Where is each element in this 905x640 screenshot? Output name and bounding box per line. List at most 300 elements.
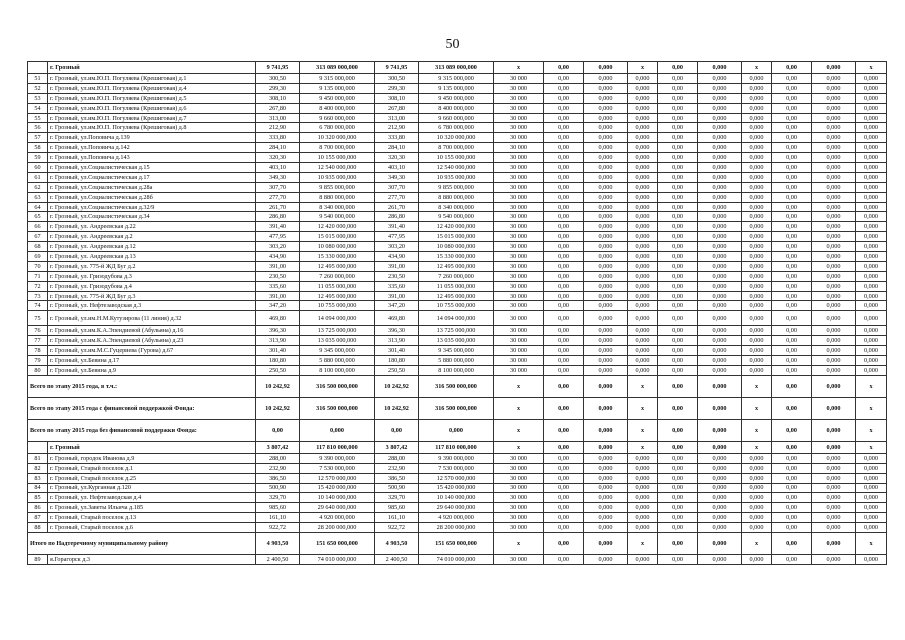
table-cell: 0,000	[742, 143, 772, 153]
table-cell: 9 741,95	[256, 62, 300, 74]
table-cell: 0,00	[544, 83, 584, 93]
table-cell: 0,000	[698, 93, 742, 103]
table-cell: x	[856, 397, 887, 419]
table-cell: 0,00	[658, 83, 698, 93]
table-cell: 0,000	[698, 375, 742, 397]
table-row	[28, 311, 887, 326]
table-cell: 301,40	[375, 346, 419, 356]
table-cell: 89	[28, 554, 48, 564]
table-cell: 76	[28, 326, 48, 336]
table-cell: 0,000	[856, 523, 887, 533]
table-cell: 0,00	[772, 74, 812, 84]
table-cell: 0,00	[544, 103, 584, 113]
table-cell: 0,00	[658, 326, 698, 336]
table-cell: 0,000	[584, 513, 628, 523]
table-cell: г. Грозный, Старый поселок д.1	[48, 463, 256, 473]
table-cell: 74	[28, 301, 48, 311]
table-row	[28, 163, 887, 173]
table-cell: 9 135 000,000	[300, 83, 375, 93]
table-cell: 0,00	[658, 346, 698, 356]
table-cell: 3 807,42	[256, 441, 300, 453]
table-cell: 316 500 000,000	[419, 397, 494, 419]
table-cell: 277,70	[375, 192, 419, 202]
table-cell: 349,30	[375, 172, 419, 182]
table-cell: 0,00	[658, 182, 698, 192]
table-cell: 10 935 000,000	[419, 172, 494, 182]
table-cell: г. Грозный, ул.им.Ю.П. Погуляева (Крешиговая) д.1	[48, 74, 256, 84]
table-cell: 180,80	[375, 356, 419, 366]
table-cell: 0,00	[544, 291, 584, 301]
table-cell: 0,000	[856, 83, 887, 93]
table-cell: 316 500 000,000	[300, 375, 375, 397]
table-cell: 0,00	[772, 222, 812, 232]
table-cell: г. Грозный, ул.Социалистическая д.32/9	[48, 202, 256, 212]
table-cell: 0,000	[742, 83, 772, 93]
table-cell: 0,000	[698, 503, 742, 513]
table-cell: 0,000	[584, 83, 628, 93]
table-cell: г. Грозный, ул.Социалистическая д.15	[48, 163, 256, 173]
table-cell: 0,00	[772, 83, 812, 93]
table-cell: 0,000	[856, 346, 887, 356]
table-cell: 0,000	[584, 397, 628, 419]
table-cell: 0,000	[628, 281, 658, 291]
table-cell: 7 530 000,000	[419, 463, 494, 473]
table-cell: 0,000	[584, 473, 628, 483]
table-cell: Всего по этапу 2015 года, в т.ч.:	[28, 375, 256, 397]
table-cell: г. Грозный, ул.Заветы Ильича д.185	[48, 503, 256, 513]
table-cell: 12 495 000,000	[419, 291, 494, 301]
table-cell: 10 140 000,000	[419, 493, 494, 503]
table-cell: 0,00	[658, 212, 698, 222]
table-cell: 320,30	[375, 153, 419, 163]
table-cell: 0,000	[856, 513, 887, 523]
table-cell: 61	[28, 172, 48, 182]
table-cell: 0,00	[772, 326, 812, 336]
table-cell: 88	[28, 523, 48, 533]
table-cell: 0,00	[544, 375, 584, 397]
table-cell: 0,000	[698, 143, 742, 153]
table-row	[28, 483, 887, 493]
table-cell: 434,90	[375, 252, 419, 262]
table-cell: 335,60	[256, 281, 300, 291]
table-row	[28, 301, 887, 311]
table-cell: 284,10	[256, 143, 300, 153]
table-cell: 0,000	[584, 271, 628, 281]
section-row	[28, 62, 887, 74]
table-cell: 0,00	[544, 326, 584, 336]
table-cell: 0,00	[658, 281, 698, 291]
table-cell: 0,00	[544, 271, 584, 281]
table-row	[28, 252, 887, 262]
table-cell: 54	[28, 103, 48, 113]
table-cell: 0,00	[544, 554, 584, 564]
table-cell: 0,000	[584, 103, 628, 113]
table-cell: 0,00	[544, 397, 584, 419]
table-cell: 86	[28, 503, 48, 513]
table-cell: 0,000	[698, 356, 742, 366]
table-cell: 0,000	[742, 232, 772, 242]
table-cell: 30 000	[494, 163, 544, 173]
table-cell: x	[494, 397, 544, 419]
table-cell: 0,000	[698, 301, 742, 311]
table-cell: 985,60	[375, 503, 419, 513]
table-cell: 0,000	[856, 503, 887, 513]
table-cell: 0,00	[544, 483, 584, 493]
table-cell: 0,00	[658, 397, 698, 419]
table-cell: 0,000	[812, 202, 856, 212]
table-cell: 0,00	[658, 463, 698, 473]
table-cell: 0,00	[772, 291, 812, 301]
table-cell: 0,00	[658, 242, 698, 252]
total-row	[28, 397, 887, 419]
table-cell: 4 920 000,000	[419, 513, 494, 523]
table-cell: 0,000	[742, 133, 772, 143]
table-cell: 286,80	[256, 212, 300, 222]
table-cell: 0,00	[544, 523, 584, 533]
table-cell: 151 650 000,000	[300, 532, 375, 554]
table-cell: 58	[28, 143, 48, 153]
table-cell: 0,000	[812, 103, 856, 113]
table-cell: 0,000	[584, 93, 628, 103]
table-cell: 0,00	[658, 532, 698, 554]
table-cell: 396,30	[375, 326, 419, 336]
table-row	[28, 93, 887, 103]
table-cell: 0,00	[658, 375, 698, 397]
table-cell: 62	[28, 182, 48, 192]
table-cell: 284,10	[375, 143, 419, 153]
table-cell: 0,00	[658, 301, 698, 311]
table-row	[28, 83, 887, 93]
table-cell: 30 000	[494, 232, 544, 242]
table-cell: г. Грозный, ул. Андреевская д.13	[48, 252, 256, 262]
table-cell: 391,00	[256, 261, 300, 271]
table-cell: 349,30	[256, 172, 300, 182]
table-cell: г. Грозный, ул.Поповича д.139	[48, 133, 256, 143]
table-cell: г. Грозный, ул.Поповича д.143	[48, 153, 256, 163]
table-cell: 0,000	[856, 232, 887, 242]
table-cell: 57	[28, 133, 48, 143]
table-cell: 0,000	[584, 483, 628, 493]
table-cell: 0,00	[544, 212, 584, 222]
table-row	[28, 153, 887, 163]
table-row	[28, 133, 887, 143]
table-cell: г. Грозный, Старый поселок д.13	[48, 513, 256, 523]
table-cell: 0,00	[544, 192, 584, 202]
table-cell: 0,00	[658, 365, 698, 375]
table-cell: 308,10	[256, 93, 300, 103]
table-cell: 288,00	[256, 453, 300, 463]
table-cell: 0,00	[375, 419, 419, 441]
table-cell: 0,000	[742, 172, 772, 182]
table-cell: 30 000	[494, 271, 544, 281]
table-cell: 0,000	[628, 271, 658, 281]
table-cell: 0,00	[772, 473, 812, 483]
table-cell: 0,00	[544, 532, 584, 554]
table-cell: 0,000	[812, 261, 856, 271]
table-cell: 0,000	[856, 113, 887, 123]
table-cell: 0,000	[698, 113, 742, 123]
table-row	[28, 271, 887, 281]
table-cell: 922,72	[375, 523, 419, 533]
section-row	[28, 441, 887, 453]
table-row	[28, 232, 887, 242]
table-cell: 0,000	[698, 493, 742, 503]
table-cell: г. Грозный, ул.Социалистическая д.17	[48, 172, 256, 182]
table-cell: Всего по этапу 2015 года без финансовой поддержки Фонда:	[28, 419, 256, 441]
table-cell: 0,000	[628, 291, 658, 301]
table-cell: 30 000	[494, 222, 544, 232]
table-cell: 0,000	[628, 261, 658, 271]
table-cell: 0,000	[698, 242, 742, 252]
table-cell: 9 741,95	[375, 62, 419, 74]
table-cell: 0,000	[742, 365, 772, 375]
table-cell: 0,000	[742, 202, 772, 212]
table-cell: 6 780 000,000	[300, 123, 375, 133]
table-cell: 66	[28, 222, 48, 232]
table-cell: 0,000	[628, 133, 658, 143]
table-cell: 9 450 000,000	[419, 93, 494, 103]
table-cell: 0,000	[584, 301, 628, 311]
table-row	[28, 473, 887, 483]
table-cell: 9 855 000,000	[419, 182, 494, 192]
table-cell: 0,000	[628, 365, 658, 375]
table-row	[28, 346, 887, 356]
table-cell: 250,50	[375, 365, 419, 375]
table-cell: 151 650 000,000	[419, 532, 494, 554]
table-cell: 0,00	[772, 397, 812, 419]
table-cell: г. Грозный, ул.им.Н.М.Кутузирова (11 линия) д.32	[48, 311, 256, 326]
table-cell: 307,70	[375, 182, 419, 192]
table-cell: г. Грозный, ул.Поповича д.142	[48, 143, 256, 153]
table-cell: 0,000	[812, 463, 856, 473]
table-cell: 0,000	[812, 326, 856, 336]
table-cell: 75	[28, 311, 48, 326]
table-cell: 0,000	[628, 483, 658, 493]
table-cell: 9 315 000,000	[419, 74, 494, 84]
table-cell: 0,000	[812, 493, 856, 503]
table-cell: 469,80	[256, 311, 300, 326]
table-cell: 0,00	[658, 74, 698, 84]
table-cell: x	[494, 62, 544, 74]
table-cell: 0,00	[658, 311, 698, 326]
table-cell: 0,000	[698, 463, 742, 473]
table-cell: 65	[28, 212, 48, 222]
table-cell: 4 903,50	[375, 532, 419, 554]
table-cell: 0,000	[584, 463, 628, 473]
table-cell: 10 155 000,000	[300, 153, 375, 163]
table-cell: 0,00	[772, 113, 812, 123]
table-cell: 0,000	[856, 261, 887, 271]
table-cell: 333,80	[256, 133, 300, 143]
table-cell: 10 755 000,000	[419, 301, 494, 311]
table-cell: 0,000	[856, 133, 887, 143]
table-cell: 232,90	[256, 463, 300, 473]
table-cell: 0,00	[658, 153, 698, 163]
table-cell: 13 035 000,000	[300, 336, 375, 346]
table-cell: 0,00	[658, 523, 698, 533]
table-cell: г. Грозный, Старый поселок д.6	[48, 523, 256, 533]
table-cell: 0,000	[698, 202, 742, 212]
table-cell: 0,000	[584, 311, 628, 326]
table-cell: 63	[28, 192, 48, 202]
table-cell: 0,000	[742, 554, 772, 564]
table-cell: 0,000	[698, 123, 742, 133]
table-cell: 0,000	[628, 463, 658, 473]
table-cell: 12 570 000,000	[419, 473, 494, 483]
table-cell: 0,00	[544, 503, 584, 513]
table-cell: 0,00	[772, 192, 812, 202]
table-cell: 316 500 000,000	[419, 375, 494, 397]
table-cell: 0,00	[772, 356, 812, 366]
table-cell: 0,00	[544, 493, 584, 503]
table-cell: 0,000	[812, 397, 856, 419]
table-cell: 0,000	[584, 143, 628, 153]
table-cell: 0,000	[698, 212, 742, 222]
table-cell: 14 094 000,000	[300, 311, 375, 326]
table-cell: 0,00	[544, 281, 584, 291]
table-cell: г. Грозный, городок Иванова д.9	[48, 453, 256, 463]
table-cell: 391,00	[375, 291, 419, 301]
table-cell: 0,00	[658, 493, 698, 503]
table-cell: 0,00	[544, 441, 584, 453]
table-cell: 15 015 000,000	[300, 232, 375, 242]
table-cell: 0,000	[856, 192, 887, 202]
table-cell: 0,00	[658, 222, 698, 232]
table-cell: 0,000	[812, 232, 856, 242]
table-cell: 30 000	[494, 453, 544, 463]
table-cell: 0,00	[544, 182, 584, 192]
table-cell: 0,000	[812, 153, 856, 163]
table-cell: 0,000	[812, 172, 856, 182]
table-cell: 0,000	[584, 163, 628, 173]
table-cell: 0,000	[812, 192, 856, 202]
table-cell: 0,000	[698, 232, 742, 242]
table-cell: 0,000	[856, 123, 887, 133]
table-cell: 30 000	[494, 291, 544, 301]
table-cell: 0,000	[698, 336, 742, 346]
table-cell: 30 000	[494, 103, 544, 113]
table-cell: 9 660 000,000	[300, 113, 375, 123]
table-cell: 0,000	[419, 419, 494, 441]
table-cell: 29 640 000,000	[419, 503, 494, 513]
table-cell: 307,70	[256, 182, 300, 192]
table-cell: 30 000	[494, 473, 544, 483]
table-row	[28, 123, 887, 133]
table-cell: 0,00	[256, 419, 300, 441]
table-cell: 0,000	[628, 523, 658, 533]
table-cell: 0,00	[772, 242, 812, 252]
table-cell: 0,000	[628, 123, 658, 133]
table-cell: 0,00	[544, 261, 584, 271]
table-cell: 9 315 000,000	[300, 74, 375, 84]
table-cell: 0,000	[698, 182, 742, 192]
table-cell: 0,00	[772, 153, 812, 163]
table-cell: 391,40	[256, 222, 300, 232]
table-cell: 10 140 000,000	[300, 493, 375, 503]
table-cell: 0,00	[658, 192, 698, 202]
table-cell: 0,00	[772, 103, 812, 113]
table-cell: 0,000	[856, 212, 887, 222]
table-cell: 0,000	[584, 242, 628, 252]
table-cell: 7 530 000,000	[300, 463, 375, 473]
table-cell: 303,20	[375, 242, 419, 252]
table-cell: 0,00	[772, 513, 812, 523]
table-cell: 30 000	[494, 356, 544, 366]
table-cell: 0,000	[742, 503, 772, 513]
table-cell: 30 000	[494, 74, 544, 84]
table-cell: 0,000	[584, 532, 628, 554]
table-cell: г. Грозный, ул. Андреевская д.2	[48, 232, 256, 242]
table-cell: 2 400,50	[375, 554, 419, 564]
table-cell: 0,000	[856, 103, 887, 113]
table-cell: 0,000	[628, 311, 658, 326]
table-cell: 0,00	[772, 483, 812, 493]
table-cell: 0,000	[856, 483, 887, 493]
table-cell: 0,000	[584, 261, 628, 271]
table-cell: 8 700 000,000	[300, 143, 375, 153]
table-cell: 0,00	[772, 62, 812, 74]
table-cell: 0,000	[812, 163, 856, 173]
table-cell: 30 000	[494, 326, 544, 336]
table-cell: 0,00	[772, 532, 812, 554]
table-cell: 0,00	[658, 336, 698, 346]
table-cell: 0,000	[812, 503, 856, 513]
table-cell: 0,000	[698, 397, 742, 419]
table-cell: 30 000	[494, 242, 544, 252]
table-cell: 161,10	[375, 513, 419, 523]
table-cell: г. Грозный	[48, 62, 256, 74]
table-cell: 12 495 000,000	[419, 261, 494, 271]
table-cell: x	[494, 419, 544, 441]
table-cell: 320,30	[256, 153, 300, 163]
table-cell: 0,000	[812, 483, 856, 493]
table-cell: 60	[28, 163, 48, 173]
table-cell: 250,50	[256, 365, 300, 375]
table-cell: 4 903,50	[256, 532, 300, 554]
table-row	[28, 365, 887, 375]
table-cell: г. Грозный, ул.им.Ю.П. Погуляева (Крешиговая) д.8	[48, 123, 256, 133]
table-cell: 0,000	[584, 62, 628, 74]
table-cell: x	[742, 375, 772, 397]
table-cell: 0,000	[812, 301, 856, 311]
table-cell: 56	[28, 123, 48, 133]
table-cell: 313,90	[256, 336, 300, 346]
table-cell: 69	[28, 252, 48, 262]
page-number: 50	[445, 37, 460, 52]
table-cell: 0,00	[772, 346, 812, 356]
table-cell: 0,00	[544, 133, 584, 143]
table-cell: 0,000	[628, 192, 658, 202]
table-cell: 74 010 000,000	[300, 554, 375, 564]
table-cell: 0,000	[856, 453, 887, 463]
table-cell: 0,000	[742, 513, 772, 523]
table-cell: 0,000	[856, 554, 887, 564]
table-cell: 0,000	[698, 346, 742, 356]
table-cell: 0,000	[856, 281, 887, 291]
table-row	[28, 291, 887, 301]
table-cell: 0,000	[742, 326, 772, 336]
table-cell: 9 660 000,000	[419, 113, 494, 123]
table-cell: 0,000	[742, 453, 772, 463]
table-cell: 30 000	[494, 281, 544, 291]
table-cell: 0,000	[584, 133, 628, 143]
table-cell: 347,20	[256, 301, 300, 311]
table-cell: 0,000	[698, 281, 742, 291]
table-row	[28, 222, 887, 232]
table-cell: 30 000	[494, 301, 544, 311]
table-cell: 0,000	[856, 301, 887, 311]
table-cell: 0,000	[742, 346, 772, 356]
